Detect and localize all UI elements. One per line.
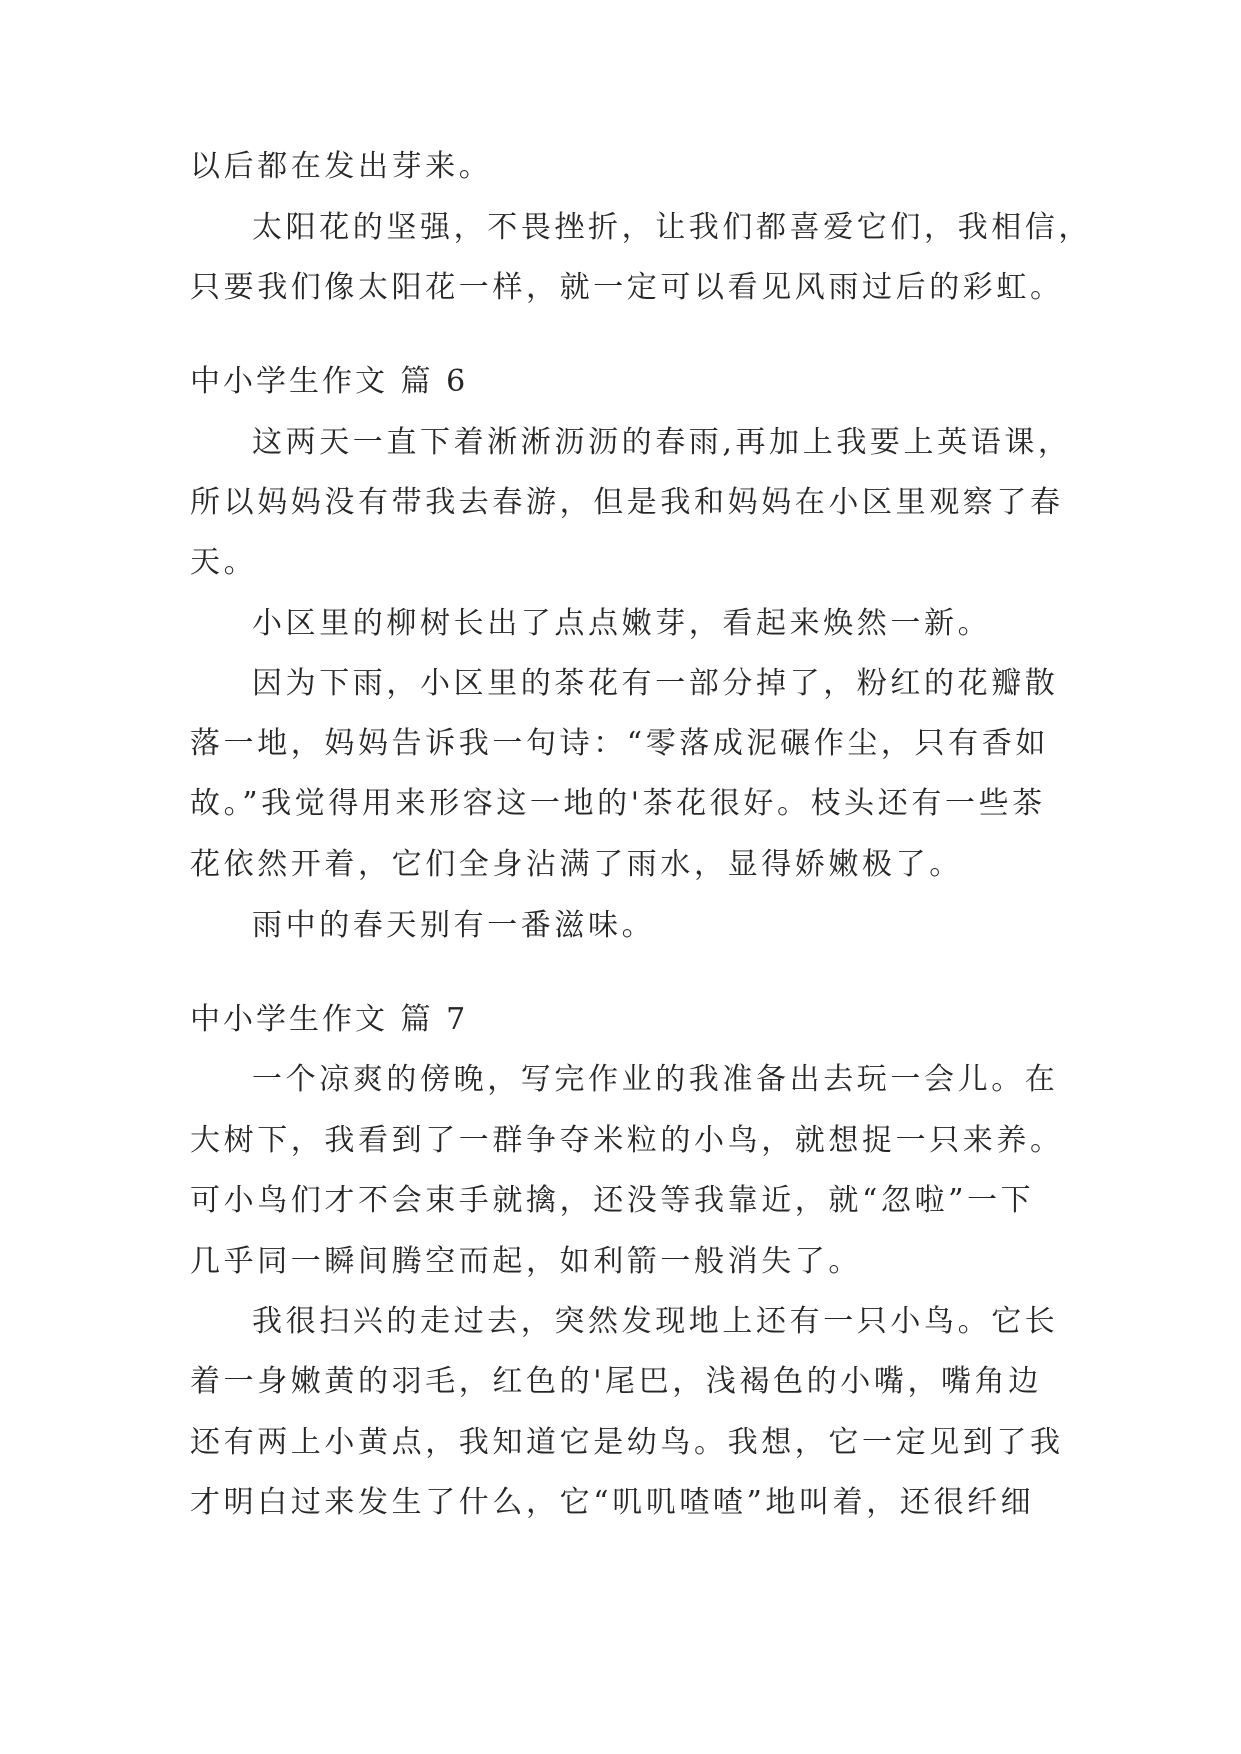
- section-heading: 中小学生作文 篇 7: [190, 1002, 469, 1037]
- paragraph-line: 只要我们像太阳花一样，就一定可以看见风雨过后的彩虹。: [190, 270, 1064, 305]
- section-heading: 中小学生作文 篇 6: [190, 364, 469, 399]
- paragraph-line: 小区里的柳树长出了点点嫩芽，看起来焕然一新。: [252, 606, 992, 641]
- paragraph-line: 所以妈妈没有带我去春游，但是我和妈妈在小区里观察了春: [190, 485, 1064, 520]
- paragraph-line: 落一地，妈妈告诉我一句诗：“零落成泥碾作尘，只有香如: [190, 726, 1049, 761]
- paragraph-line: 还有两上小黄点，我知道它是幼鸟。我想，它一定见到了我: [190, 1425, 1064, 1460]
- paragraph-line: 可小鸟们才不会束手就擒，还没等我靠近，就“忽啦”一下: [190, 1183, 1035, 1218]
- paragraph-line: 故。”我觉得用来形容这一地的'茶花很好。枝头还有一些茶: [190, 786, 1046, 821]
- paragraph-line: 我很扫兴的走过去，突然发现地上还有一只小鸟。它长: [252, 1304, 1059, 1339]
- paragraph-line: 几乎同一瞬间腾空而起，如利箭一般消失了。: [190, 1244, 862, 1279]
- paragraph-line: 太阳花的坚强，不畏挫折，让我们都喜爱它们，我相信，: [252, 210, 1092, 245]
- paragraph-line: 以后都在发出芽来。: [190, 149, 493, 184]
- paragraph-line: 雨中的春天别有一番滋味。: [252, 908, 656, 943]
- paragraph-line: 大树下，我看到了一群争夺米粒的小鸟，就想捉一只来养。: [190, 1123, 1064, 1158]
- paragraph-line: 天。: [190, 545, 258, 580]
- paragraph-line: 才明白过来发生了什么，它“叽叽喳喳”地叫着，还很纤细: [190, 1485, 1035, 1520]
- paragraph-line: 因为下雨，小区里的茶花有一部分掉了，粉红的花瓣散: [252, 666, 1059, 701]
- paragraph-line: 着一身嫩黄的羽毛，红色的'尾巴，浅褐色的小嘴，嘴角边: [190, 1364, 1042, 1399]
- paragraph-line: 一个凉爽的傍晚，写完作业的我准备出去玩一会儿。在: [252, 1062, 1059, 1097]
- paragraph-line: 这两天一直下着淅淅沥沥的春雨,再加上我要上英语课，: [252, 425, 1072, 460]
- paragraph-line: 花依然开着，它们全身沾满了雨水，显得娇嫩极了。: [190, 847, 963, 882]
